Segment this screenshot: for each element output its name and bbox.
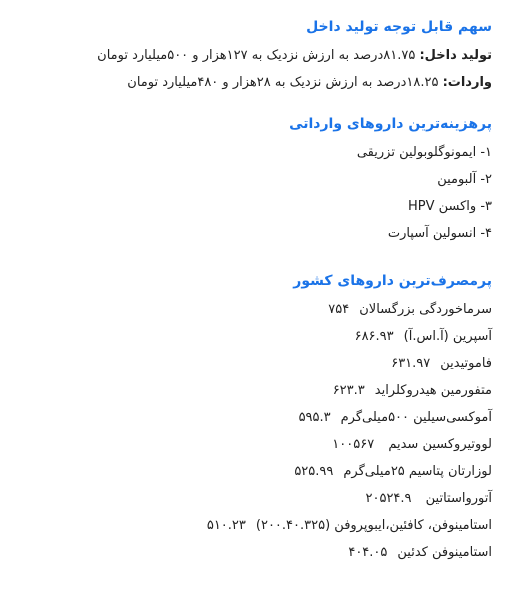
import-item: ۱- ایمونوگلوبولین تزریقی [356, 145, 492, 160]
drug-value: ۷۵۴ [328, 302, 350, 317]
drug-name: لووتیروکسین سدیم ۱۰۰ [332, 437, 492, 452]
drug-name: آتورواستاتین ۲۰ [365, 491, 492, 506]
consumed-section-title: پرمصرف‌ترین داروهای کشور [293, 273, 492, 289]
drug-name: آموکسی‌سیلین ۵۰۰میلی‌گرم [340, 410, 492, 425]
import-item: ۳- واکسن HPV [407, 199, 492, 214]
drug-name: متفورمین هیدروکلراید [374, 383, 492, 398]
consumed-item [16, 485, 492, 512]
drug-value: ۶۲۳.۳ [332, 383, 365, 398]
imports-share-line [16, 69, 492, 96]
import-item: ۴- انسولین آسپارت [387, 226, 492, 241]
domestic-production-line [16, 42, 492, 69]
imports-label: واردات: [442, 75, 492, 90]
consumed-item [16, 296, 492, 323]
drug-name: لوزارتان پتاسیم ۲۵میلی‌گرم [343, 464, 492, 479]
domestic-text: ۸۱.۷۵درصد به ارزش نزدیک به ۱۲۷هزار و ۵۰۰میلیارد تومان [97, 48, 416, 63]
consumed-item [16, 404, 492, 431]
drug-value: ۵۲۵.۹۹ [294, 464, 334, 479]
consumed-item [16, 431, 492, 458]
drug-value: ۵۲۴.۹ [379, 491, 412, 506]
domestic-production-section [16, 16, 492, 96]
most-consumed-section [16, 270, 492, 566]
drug-name: فاموتیدین [440, 356, 492, 371]
drug-value: ۴۰۴.۰۵ [348, 545, 388, 560]
drug-value: ۵۶۷ [353, 437, 375, 452]
drug-value: ۵۱۰.۲۳ [206, 518, 246, 533]
drug-name: استامینوفن کدئین [397, 545, 492, 560]
domestic-section-title: سهم قابل توجه تولید داخل [306, 19, 492, 35]
consumed-item [16, 539, 492, 566]
drug-name: آسپرین (آ.اس.آ) [403, 329, 492, 344]
drug-name: استامینوفن، کافئین،ایبوپروفن (۲۰۰.۴۰.۳۲۵) [255, 518, 492, 533]
drug-value: ۵۹۵.۳ [298, 410, 331, 425]
import-item: ۲- آلبومین [437, 172, 492, 187]
imports-section-title: پرهزینه‌ترین داروهای وارداتی [289, 116, 492, 132]
consumed-item [16, 377, 492, 404]
consumed-item [16, 512, 492, 539]
consumed-item [16, 323, 492, 350]
drug-name: سرماخوردگی بزرگسالان [359, 302, 492, 317]
drug-value: ۶۸۶.۹۳ [354, 329, 394, 344]
domestic-label: تولید داخل: [419, 48, 492, 63]
drug-value: ۶۳۱.۹۷ [391, 356, 431, 371]
imports-text: ۱۸.۲۵درصد به ارزش نزدیک به ۲۸هزار و ۴۸۰میلیارد تومان [127, 75, 439, 90]
consumed-item [16, 350, 492, 377]
consumed-item [16, 458, 492, 485]
costly-imports-section [16, 113, 492, 247]
